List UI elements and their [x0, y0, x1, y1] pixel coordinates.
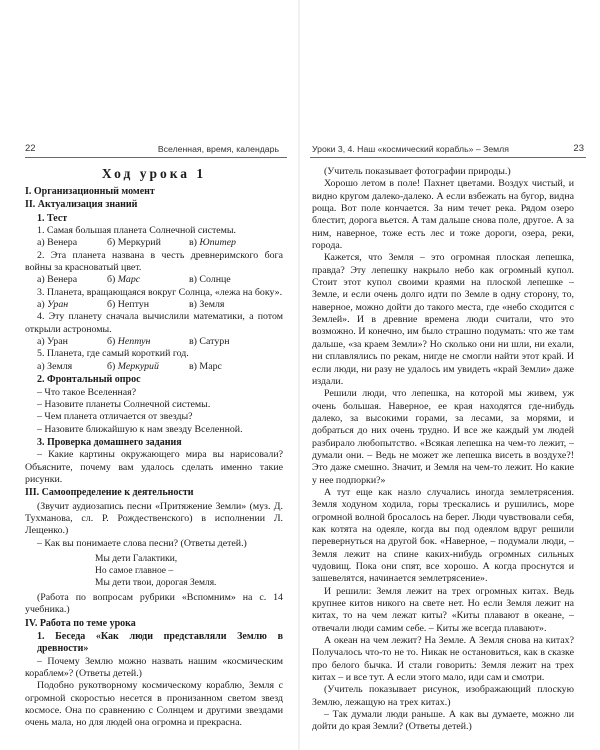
option: а) Уран	[37, 299, 69, 311]
paragraph: А тут еще как назло случались иногда землетрясения. Земля ходуном ходила, горы трескались и рушились, море огромной волной бросалось на берег. Люди чувствовали себя, как котята на одеяле, когда вы под одеялом вдруг решили перевернуться на другой бок. «Наверное, – подумали люди, – Земля лежит на спине каких-нибудь огромных сильных чудовищ. Пока они спят, все хорошо. А когда проснутся и зашевелятся, начинается землетрясение».	[312, 486, 574, 585]
option: а) Уран	[37, 336, 68, 348]
left-text-column	[25, 166, 283, 730]
subsection-heading: 2. Фронтальный опрос	[37, 374, 141, 386]
option: б) Меркурий	[107, 237, 161, 249]
subsection-heading: 3. Проверка домашнего задания	[37, 436, 182, 448]
paragraph: – Так думали люди раньше. А как вы думаете, можно ли дойти до края Земли? (Ответы детей.)	[312, 709, 574, 733]
question-line: – Назовите планеты Солнечной системы.	[37, 398, 211, 410]
question-line: – Чем планета отличается от звезды?	[37, 411, 193, 423]
paragraph: Хорошо летом в поле! Пахнет цветами. Воздух чистый, и видно кругом далеко-далеко. А если взбежать на бугор, видна роща. Вот поле кончается. За ним течет река. Рядом озеро блестит, дорога вьется. А там дальше снова поле, другое. А за ним, наверное, тоже есть лес и тоже дороги, озера, реки, города.	[312, 178, 574, 252]
option: а) Земля	[37, 360, 73, 372]
paragraph: – Почему Землю можно назвать нашим «космическим кораблем»? (Ответы детей.)	[25, 655, 283, 680]
right-running-title: Уроки 3, 4. Наш «космический корабль» – Земля	[312, 144, 509, 154]
test-question: 5. Планета, где самый короткий год.	[37, 348, 189, 360]
paragraph: (Учитель показывает рисунок, изображающий плоскую Землю, лежащую на трех китах.)	[312, 684, 574, 708]
lesson-title: Ход урока 1	[101, 166, 207, 181]
option: в) Юпитер	[189, 237, 236, 249]
left-page	[0, 0, 298, 750]
option: б) Марс	[107, 274, 141, 286]
question-line: – Назовите ближайшую к нам звезду Вселенной.	[37, 423, 243, 435]
paragraph: (Учитель показывает фотографии природы.)	[324, 166, 511, 177]
paragraph: И решили: Земля лежит на трех огромных китах. Ведь крупнее китов никого на свете нет. Но если Земля лежит на китах, то на чем лежат киты? «Киты плавают в океане, – отвечали люди самим себе. – Киты же всегда плавают».	[312, 585, 574, 634]
right-header-rule	[310, 157, 586, 158]
right-page-number: 23	[573, 143, 584, 154]
left-header-rule	[25, 157, 287, 158]
option: в) Сатурн	[189, 336, 230, 348]
paragraph: – Какие картины окружающего мира вы нарисовали? Объясните, почему вам удалось сделать именно такие рисунки.	[25, 449, 283, 485]
section-heading: III. Самоопределение к деятельности	[25, 487, 194, 499]
option: а) Венера	[37, 274, 78, 286]
option: а) Венера	[37, 237, 78, 249]
section-heading: I. Организационный момент	[25, 186, 155, 197]
test-options	[37, 336, 283, 348]
option: б) Нептун	[107, 336, 151, 348]
subsection-heading: 1. Тест	[37, 212, 68, 224]
verse-line: Мы дети твои, дорогая Земля.	[95, 577, 217, 588]
paragraph: (Работа по вопросам рубрики «Вспомним» на с. 14 учебника.)	[25, 591, 283, 616]
paragraph: Кажется, что Земля – это огромная плоская лепешка, правда? Эту лепешку накрыло небо как огромный купол. Стоит этот купол своими краями на плоской лепешке – Земле, и если очень долго идти по Земле в одну сторону, то, наверное, можно дойти до такого места, где «небо сходится с Землей». И в древние времена люди считали, что это возможно. И конечно, им было страшно подумать: что же там дальше, «за краем Земли»? Но сколько они ни шли, ни ехали, ни сплавлялись по рекам, нигде не смогли найти этот край. И если люди, ни разу не удалось им увидеть «край Земли» даже издали.	[312, 252, 574, 387]
paragraph: Подобно рукотворному космическому кораблю, Земля с огромной скоростью несется в пронизанном светом звезд космосе. Она по сравнению с Солнцем и другими звездами очень мала, но для людей она огромна и прекрасна.	[25, 680, 283, 729]
section-heading: IV. Работа по теме урока	[25, 617, 136, 629]
test-options	[37, 361, 283, 373]
option: б) Меркурий	[107, 360, 159, 372]
left-running-head	[25, 143, 283, 157]
paragraph: – Как вы понимаете слова песни? (Ответы детей.)	[37, 537, 247, 549]
left-page-number: 22	[25, 143, 36, 154]
option: в) Земля	[189, 299, 225, 311]
test-question: 3. Планета, вращающаяся вокруг Солнца, «лежа на боку».	[37, 286, 283, 298]
subsection-heading: 1. Беседа «Как люди представляли Землю в древности»	[37, 631, 283, 655]
section-heading: II. Актуализация знаний	[25, 199, 138, 211]
left-running-title: Вселенная, время, календарь	[157, 144, 279, 154]
test-question: 2. Эта планета названа в честь древнеримского бога войны за красноватый цвет.	[25, 249, 283, 274]
test-options	[37, 237, 283, 249]
option: в) Солнце	[189, 274, 231, 286]
test-question: 1. Самая большая планета Солнечной системы.	[37, 225, 237, 237]
right-text-column	[312, 166, 574, 734]
option: б) Нептун	[107, 299, 149, 311]
paragraph: А океан на чем лежит? На Земле. А Земля снова на китах? Получалось что-то не то. Никак не остановиться, как в сказке про белого бычка. И стали говорить: Земля лежит на трех китах – и все тут. А если этого мало, иди сам и смотри.	[312, 635, 574, 684]
right-running-head	[312, 143, 584, 157]
verse-line: Мы дети Галактики,	[95, 553, 178, 564]
test-options	[37, 274, 283, 286]
option: в) Марс	[189, 360, 222, 372]
paragraph: Решили люди, что лепешка, на которой мы живем, уж очень большая. Наверное, ее края находятся где-нибудь далеко, за высокими горами, за лесами, за морями, и добраться до них очень трудно. И все же каждый ум людей разбирало любопытство. «Всякая лепешка на чем-то лежит, – думали они. – Ведь не может же лепешка висеть в воздухе?! Это даже смешно. Значит, и Земля на чем-то лежит. Но какие у нее подпорки?»	[312, 388, 574, 486]
test-options	[37, 299, 283, 311]
song-verse	[95, 553, 283, 589]
question-line: – Что такое Вселенная?	[37, 386, 137, 398]
verse-line: Но самое главное –	[95, 565, 174, 576]
paragraph: (Звучит аудиозапись песни «Притяжение Земли» (муз. Д. Тухманова, сл. Р. Рождественского) в исполнении Л. Лещенко.)	[25, 500, 283, 537]
right-page	[300, 0, 600, 750]
test-question: 4. Эту планету сначала вычислили математики, а потом открыли астрономы.	[25, 311, 283, 335]
